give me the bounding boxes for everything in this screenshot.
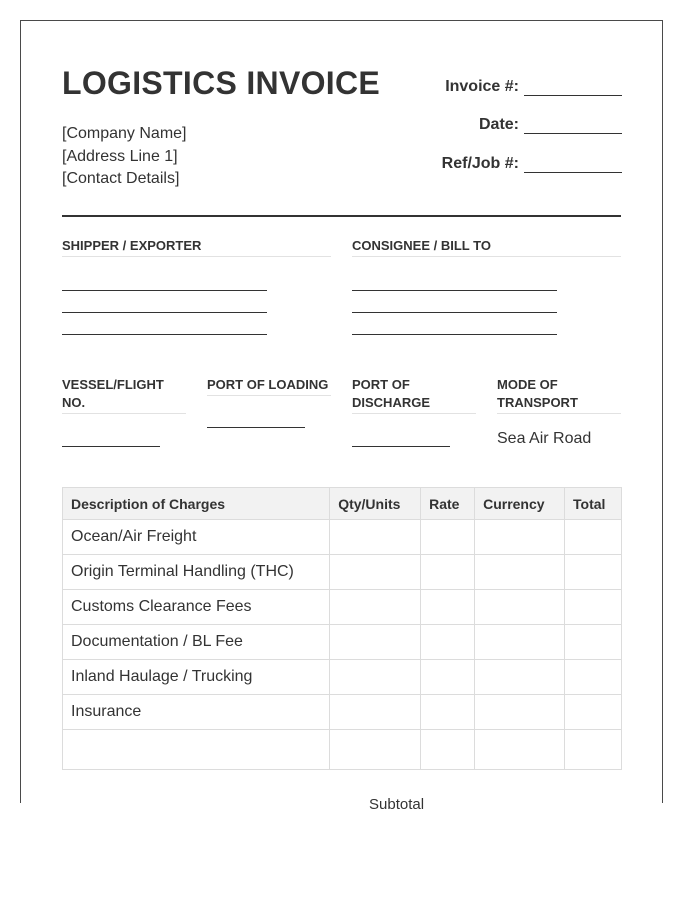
shipper-line-1[interactable] <box>62 290 267 291</box>
rate-cell[interactable] <box>421 660 475 695</box>
company-contact: [Contact Details] <box>62 170 180 187</box>
total-cell[interactable] <box>565 555 622 590</box>
currency-cell[interactable] <box>475 625 565 660</box>
header-divider <box>62 215 621 217</box>
qty-cell[interactable] <box>330 660 421 695</box>
currency-cell[interactable] <box>475 555 565 590</box>
qty-cell[interactable] <box>330 730 421 770</box>
ref-job-row <box>442 155 622 173</box>
invoice-number-label: Invoice #: <box>445 78 519 95</box>
port-discharge-section <box>352 376 476 414</box>
qty-cell[interactable] <box>330 555 421 590</box>
total-cell[interactable] <box>565 625 622 660</box>
table-row <box>63 590 622 625</box>
table-row <box>63 695 622 730</box>
date-row <box>479 116 622 134</box>
rate-cell[interactable] <box>421 625 475 660</box>
qty-cell[interactable] <box>330 625 421 660</box>
charges-header-row <box>63 488 622 520</box>
table-row <box>63 625 622 660</box>
col-description-header: Description of Charges <box>63 488 330 520</box>
table-row <box>63 520 622 555</box>
shipper-line-3[interactable] <box>62 334 267 335</box>
port-discharge-heading: PORT OF DISCHARGE <box>352 376 476 414</box>
consignee-line-3[interactable] <box>352 334 557 335</box>
port-loading-section <box>207 376 331 396</box>
currency-cell[interactable] <box>475 590 565 625</box>
qty-cell[interactable] <box>330 590 421 625</box>
mode-transport-value: Sea Air Road <box>497 430 592 447</box>
rate-cell[interactable] <box>421 555 475 590</box>
rate-cell[interactable] <box>421 520 475 555</box>
table-row <box>63 555 622 590</box>
total-cell[interactable] <box>565 660 622 695</box>
currency-cell[interactable] <box>475 695 565 730</box>
mode-transport-heading: MODE OF TRANSPORT <box>497 376 621 414</box>
vessel-flight-field[interactable] <box>62 446 160 447</box>
charge-description: Customs Clearance Fees <box>63 590 330 625</box>
qty-cell[interactable] <box>330 520 421 555</box>
mode-transport-section <box>497 376 621 447</box>
port-loading-field[interactable] <box>207 427 305 428</box>
ref-job-field[interactable] <box>524 155 622 173</box>
col-currency-header: Currency <box>475 488 565 520</box>
charge-description: Inland Haulage / Trucking <box>63 660 330 695</box>
invoice-number-row <box>445 78 622 96</box>
port-loading-heading: PORT OF LOADING <box>207 376 331 396</box>
table-row <box>63 730 622 770</box>
invoice-title: LOGISTICS INVOICE <box>62 65 381 101</box>
consignee-section <box>352 238 621 257</box>
rate-cell[interactable] <box>421 590 475 625</box>
charge-description: Insurance <box>63 695 330 730</box>
currency-cell[interactable] <box>475 520 565 555</box>
qty-cell[interactable] <box>330 695 421 730</box>
table-row <box>63 660 622 695</box>
charges-table <box>62 487 622 770</box>
currency-cell[interactable] <box>475 730 565 770</box>
charge-description: Origin Terminal Handling (THC) <box>63 555 330 590</box>
currency-cell[interactable] <box>475 660 565 695</box>
port-discharge-field[interactable] <box>352 446 450 447</box>
rate-cell[interactable] <box>421 695 475 730</box>
shipper-line-2[interactable] <box>62 312 267 313</box>
date-field[interactable] <box>524 116 622 134</box>
subtotal-label: Subtotal <box>369 796 425 813</box>
company-name: [Company Name] <box>62 125 187 142</box>
shipper-heading: SHIPPER / EXPORTER <box>62 238 331 257</box>
consignee-heading: CONSIGNEE / BILL TO <box>352 238 621 257</box>
invoice-number-field[interactable] <box>524 78 622 96</box>
charge-description: Ocean/Air Freight <box>63 520 330 555</box>
total-cell[interactable] <box>565 520 622 555</box>
col-qty-header: Qty/Units <box>330 488 421 520</box>
col-rate-header: Rate <box>421 488 475 520</box>
charge-description: Documentation / BL Fee <box>63 625 330 660</box>
total-cell[interactable] <box>565 730 622 770</box>
charge-description[interactable] <box>63 730 330 770</box>
invoice-sheet <box>20 20 663 813</box>
shipper-section <box>62 238 331 257</box>
ref-job-label: Ref/Job #: <box>441 155 519 172</box>
date-label: Date: <box>478 116 519 133</box>
rate-cell[interactable] <box>421 730 475 770</box>
consignee-line-2[interactable] <box>352 312 557 313</box>
vessel-flight-section <box>62 376 186 414</box>
company-address: [Address Line 1] <box>62 147 178 165</box>
total-cell[interactable] <box>565 695 622 730</box>
consignee-line-1[interactable] <box>352 290 557 291</box>
company-block <box>62 123 187 191</box>
vessel-flight-heading: VESSEL/FLIGHT NO. <box>62 376 186 414</box>
total-cell[interactable] <box>565 590 622 625</box>
col-total-header: Total <box>565 488 622 520</box>
